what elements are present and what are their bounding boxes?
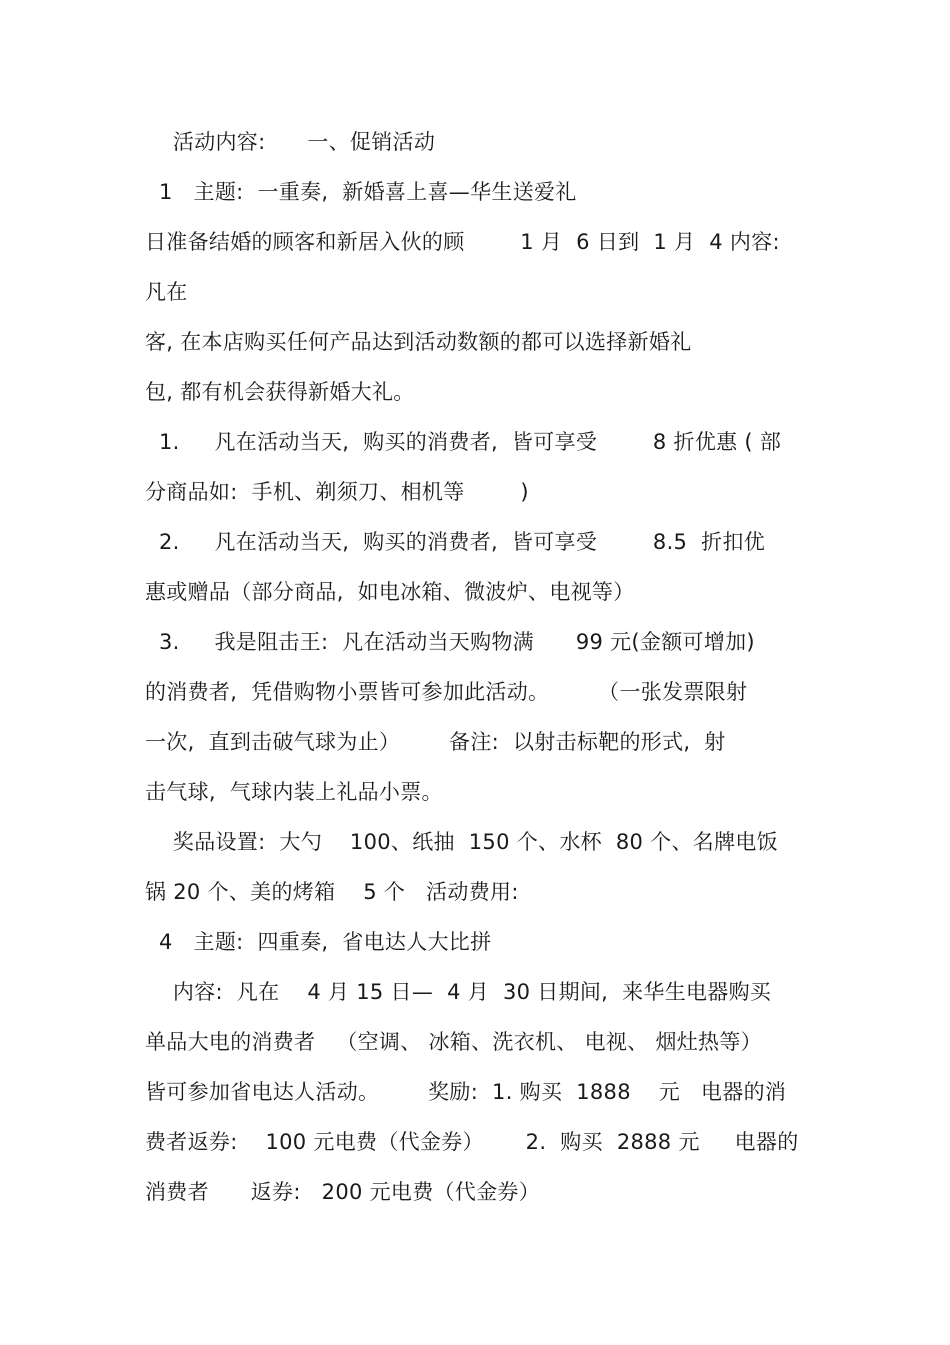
text-line-14: 击气球, 气球内装上礼品小票。 <box>145 780 443 804</box>
text-line-8: 分商品如: 手机、剃须刀、相机等 ) <box>145 480 529 504</box>
text-line-3: 日准备结婚的顾客和新居入伙的顾 1 月 6 日到 1 月 4 内容: <box>145 230 780 254</box>
text-line-19: 单品大电的消费者 （空调、 冰箱、洗衣机、 电视、 烟灶热等） <box>145 1030 762 1054</box>
text-line-15: 奖品设置: 大勺 100、纸抽 150 个、水杯 80 个、名牌电饭 <box>145 830 778 854</box>
text-line-2: 1 主题: 一重奏, 新婚喜上喜—华生送爱礼 <box>145 180 577 204</box>
text-line-21: 费者返券: 100 元电费（代金券） 2. 购买 2888 元 电器的 <box>145 1130 799 1154</box>
text-line-18: 内容: 凡在 4 月 15 日— 4 月 30 日期间, 来华生电器购买 <box>145 980 772 1004</box>
text-line-10: 惠或赠品（部分商品, 如电冰箱、微波炉、电视等） <box>145 580 635 604</box>
text-line-7: 1. 凡在活动当天, 购买的消费者, 皆可享受 8 折优惠 ( 部 <box>145 430 782 454</box>
text-line-20: 皆可参加省电达人活动。 奖励: 1. 购买 1888 元 电器的消 <box>145 1080 787 1104</box>
text-line-6: 包, 都有机会获得新婚大礼。 <box>145 380 415 404</box>
text-line-5: 客, 在本店购买任何产品达到活动数额的都可以选择新婚礼 <box>145 330 692 354</box>
text-line-9: 2. 凡在活动当天, 购买的消费者, 皆可享受 8.5 折扣优 <box>145 530 766 554</box>
text-line-17: 4 主题: 四重奏, 省电达人大比拼 <box>145 930 492 954</box>
text-line-16: 锅 20 个、美的烤箱 5 个 活动费用: <box>145 880 519 904</box>
text-line-12: 的消费者, 凭借购物小票皆可参加此活动。 （一张发票限射 <box>145 680 748 704</box>
text-line-22: 消费者 返券: 200 元电费（代金券） <box>145 1180 541 1204</box>
text-line-4: 凡在 <box>145 280 188 304</box>
text-line-11: 3. 我是阻击王: 凡在活动当天购物满 99 元(金额可增加) <box>145 630 755 654</box>
text-line-1: 活动内容: 一、促销活动 <box>145 130 436 154</box>
text-line-13: 一次, 直到击破气球为止） 备注: 以射击标靶的形式, 射 <box>145 730 726 754</box>
